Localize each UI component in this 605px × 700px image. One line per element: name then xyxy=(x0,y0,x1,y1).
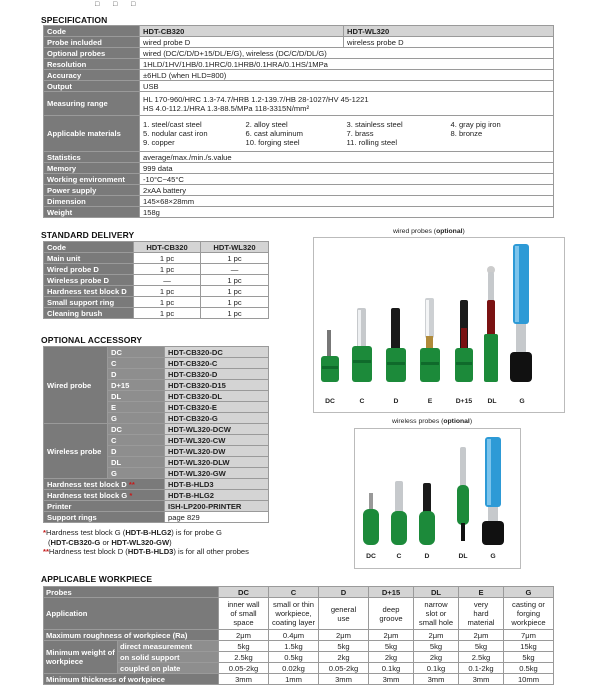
cell-accessory-wired-1-k: C xyxy=(108,358,165,369)
cell-spec-rows-3-label: Resolution xyxy=(44,59,140,70)
cell-workpiece-weight_label: Minimum weight of workpiece xyxy=(44,641,118,674)
cell-accessory-others-1-mark: * xyxy=(129,490,133,500)
wired-caption xyxy=(393,228,465,235)
cell-spec-rows-12-v: 145×68×28mm xyxy=(140,196,554,207)
standard-row xyxy=(44,297,269,308)
cell-workpiece-thickness-0: 3mm xyxy=(219,674,269,685)
cell-accessory-notes-0-p1: Hardness test block G ( xyxy=(45,528,126,537)
cell-workpiece-application_label: Application xyxy=(44,598,219,630)
cell-workpiece-solid-2: 2kg xyxy=(319,652,369,663)
cell-accessory-wireless-3-k: DL xyxy=(108,457,165,468)
cell-workpiece-direct-2: 5kg xyxy=(319,641,369,652)
cell-spec-rows-7-materials-9: 10. forging steel xyxy=(245,138,300,147)
cell-accessory-others-0-mark: ** xyxy=(128,479,135,489)
wired-label: D xyxy=(393,398,399,405)
cell-workpiece-application-4-1: slot or xyxy=(425,609,447,618)
cell-workpiece-plate-5: 0.1-2kg xyxy=(459,663,504,674)
cell-spec-rows-13-v: 158g xyxy=(140,207,554,218)
cell-spec-rows-6-v2: HS 4.0-112.1/HRA 1.3-88.5/MPa 118-3315N/mm² xyxy=(143,103,310,113)
workpiece-title: APPLICABLE WORKPIECE xyxy=(41,574,153,584)
cell-accessory-wired-0-k: DC xyxy=(108,347,165,358)
spec-row-memory xyxy=(44,163,554,174)
standard-row xyxy=(44,264,269,275)
cell-spec-rows-4-v: ±6HLD (when HLD=800) xyxy=(140,70,554,81)
spec-row-range xyxy=(44,92,554,116)
cell-spec-rows-7-materials-8: 9. copper xyxy=(143,138,175,147)
cell-accessory-notes-1-p3: ) xyxy=(169,537,172,547)
wired-probes-image xyxy=(313,237,565,413)
cell-accessory-others-1-label: Hardness test block G xyxy=(47,490,128,500)
standard-title: STANDARD DELIVERY xyxy=(41,230,135,240)
standard-head xyxy=(44,242,269,253)
cell-spec-rows-10-v: -10°C~45°C xyxy=(140,174,554,185)
cell-accessory-notes-0-p2: ) is for probe G xyxy=(171,528,222,537)
cell-accessory-others-0-label: Hardness test block D xyxy=(47,479,127,489)
wireless-row xyxy=(44,424,269,435)
accessory-row xyxy=(44,501,269,512)
workpiece-solid-row xyxy=(44,652,554,663)
workpiece-probes-row xyxy=(44,587,554,598)
cell-accessory-wired-4-k: DL xyxy=(108,391,165,402)
spec-row-dimension xyxy=(44,196,554,207)
cell-accessory-wired-1-v: HDT-CB320-C xyxy=(165,358,269,369)
glyph-1: □ xyxy=(95,1,100,8)
wireless-label: DC xyxy=(366,553,376,560)
cell-workpiece-probes-3: D+15 xyxy=(369,587,414,598)
cell-accessory-wireless-4-k: G xyxy=(108,468,165,479)
cell-images-wired_caption_post: ) xyxy=(462,228,465,235)
cell-standard-head-a: HDT-CB320 xyxy=(134,242,201,253)
cell-accessory-notes-2-mark: ** xyxy=(43,547,49,556)
workpiece-thickness-row xyxy=(44,674,554,685)
cell-images-wired_caption_pre: wired probes ( xyxy=(393,228,437,235)
wired-label: DL xyxy=(487,398,497,405)
cell-spec-rows-7-materials-4: 5. nodular cast iron xyxy=(143,129,208,138)
cell-images-wired_caption_bold: optional xyxy=(436,228,463,235)
workpiece-roughness-row xyxy=(44,630,554,641)
cell-workpiece-direct-5: 5kg xyxy=(459,641,504,652)
cell-accessory-notes-1-b2: HDT-WL320-GW xyxy=(111,537,170,547)
cell-workpiece-solid-0: 2.5kg xyxy=(219,652,269,663)
cell-accessory-notes-1-p2: or xyxy=(100,537,112,547)
cell-spec-rows-13-label: Weight xyxy=(44,207,140,218)
wired-label: C xyxy=(359,398,365,405)
cell-spec-rows-9-label: Memory xyxy=(44,163,140,174)
cell-standard-rows-1-a: 1 pc xyxy=(134,264,201,275)
cell-standard-rows-4-label: Small support ring xyxy=(44,297,134,308)
cell-standard-rows-5-b: 1 pc xyxy=(201,308,269,319)
cell-workpiece-thickness-6: 10mm xyxy=(504,674,554,685)
cell-workpiece-direct-1: 1.5kg xyxy=(269,641,319,652)
cell-standard-rows-2-label: Wireless probe D xyxy=(44,275,134,286)
wireless-label: DL xyxy=(458,553,468,560)
cell-workpiece-application-5-0: very xyxy=(473,600,489,609)
cell-accessory-notes-2-p2: ) is for all other probes xyxy=(173,547,249,556)
cell-workpiece-thickness_label: Minimum thickness of workpiece xyxy=(44,674,219,685)
cell-workpiece-solid-6: 5kg xyxy=(504,652,554,663)
cell-accessory-wired-2-v: HDT-CB320-D xyxy=(165,369,269,380)
cell-spec-rows-1-label: Probe included xyxy=(44,37,140,48)
cell-workpiece-thickness-5: 3mm xyxy=(459,674,504,685)
spec-row-output xyxy=(44,81,554,92)
workpiece-plate-row xyxy=(44,663,554,674)
cell-standard-rows-1-label: Wired probe D xyxy=(44,264,134,275)
wired-label: DC xyxy=(325,398,335,405)
cell-images-wireless_caption_post: ) xyxy=(469,418,473,425)
cell-accessory-others-2-v: ISH-LP200-PRINTER xyxy=(165,501,269,512)
wireless-label: C xyxy=(396,553,402,560)
cell-spec-rows-7-materials-2: 3. stainless steel xyxy=(346,120,403,129)
cell-workpiece-direct_label: direct measurement xyxy=(118,641,219,652)
cell-standard-rows-4-a: 1 pc xyxy=(134,297,201,308)
accessory-notes xyxy=(43,528,249,557)
cell-spec-rows-1-a: wired probe D xyxy=(140,37,344,48)
standard-row xyxy=(44,286,269,297)
cell-workpiece-solid-4: 2kg xyxy=(414,652,459,663)
accessory-row xyxy=(44,490,269,501)
cell-accessory-wired-5-v: HDT-CB320-E xyxy=(165,402,269,413)
spec-table xyxy=(43,25,554,218)
workpiece-table xyxy=(43,586,554,685)
accessory-table xyxy=(43,346,269,523)
cell-workpiece-plate-1: 0.02kg xyxy=(269,663,319,674)
cell-spec-rows-7-materials-3: 4. gray pig iron xyxy=(450,120,501,129)
cell-workpiece-solid-3: 2kg xyxy=(369,652,414,663)
cell-spec-rows-7-materials-10: 11. rolling steel xyxy=(346,138,398,147)
cell-accessory-notes-0-mark: * xyxy=(43,528,46,537)
cell-accessory-wireless-2-v: HDT-WL320-DW xyxy=(165,446,269,457)
cell-accessory-wired-3-v: HDT-CB320-D15 xyxy=(165,380,269,391)
cell-workpiece-roughness_label: Maximum roughness of workpiece (Ra) xyxy=(44,630,219,641)
spec-row-probe xyxy=(44,37,554,48)
cell-accessory-wireless-3-v: HDT-WL320-DLW xyxy=(165,457,269,468)
cell-images-wireless_caption_pre: wireless probes ( xyxy=(392,418,444,425)
cell-accessory-wired-0-v: HDT-CB320-DC xyxy=(165,347,269,358)
cell-standard-rows-5-label: Cleaning brush xyxy=(44,308,134,319)
standard-row xyxy=(44,253,269,264)
wired-probes-illustration xyxy=(314,238,564,414)
wired-label: E xyxy=(427,398,433,405)
wired-label: G xyxy=(519,398,525,405)
cell-workpiece-roughness-0: 2μm xyxy=(219,630,269,641)
wireless-probes-illustration xyxy=(355,429,520,570)
cell-accessory-others-2-label: Printer xyxy=(44,501,165,512)
cell-accessory-notes-1-b1: HDT-CB320-G xyxy=(50,537,101,547)
cell-accessory-wireless-2-k: D xyxy=(108,446,165,457)
cell-workpiece-application-2-0: general xyxy=(330,604,357,614)
cell-accessory-notes-2-b1: HDT-B-HLD3 xyxy=(127,547,174,556)
cell-workpiece-application-5-1: hard xyxy=(473,609,489,618)
cell-spec-rows-7-label: Applicable materials xyxy=(44,116,140,152)
wireless-caption xyxy=(392,418,472,425)
cell-workpiece-roughness-2: 2μm xyxy=(319,630,369,641)
cell-workpiece-plate-3: 0.1kg xyxy=(369,663,414,674)
cell-workpiece-solid-1: 0.5kg xyxy=(269,652,319,663)
cell-standard-rows-3-label: Hardness test block D xyxy=(44,286,134,297)
cell-accessory-wired_label: Wired probe xyxy=(44,347,108,424)
cell-workpiece-thickness-4: 3mm xyxy=(414,674,459,685)
cell-accessory-notes-1-p1: ( xyxy=(48,537,51,547)
cell-spec-rows-0-a: HDT-CB320 xyxy=(140,26,344,37)
spec-row-accuracy xyxy=(44,70,554,81)
cell-spec-rows-11-label: Power supply xyxy=(44,185,140,196)
cell-spec-rows-7-materials-1: 2. alloy steel xyxy=(245,120,288,129)
cell-workpiece-roughness-4: 2μm xyxy=(414,630,459,641)
cell-workpiece-application-0-2: space xyxy=(233,618,254,627)
cell-spec-rows-8-v: average/max./min./s.value xyxy=(140,152,554,163)
cell-workpiece-application-3-1: groove xyxy=(379,613,403,623)
cell-workpiece-probes-2: D xyxy=(319,587,369,598)
cell-workpiece-direct-4: 5kg xyxy=(414,641,459,652)
cell-workpiece-roughness-1: 0.4μm xyxy=(269,630,319,641)
cell-spec-rows-7-materials-0: 1. steel/cast steel xyxy=(143,120,202,129)
cell-workpiece-application-3-0: deep xyxy=(382,604,400,614)
cell-accessory-notes-0-b1: HDT-B-HLG2 xyxy=(125,528,172,537)
cell-accessory-wireless-1-k: C xyxy=(108,435,165,446)
cell-accessory-others-3-v: page 829 xyxy=(165,512,269,523)
cell-spec-rows-12-label: Dimension xyxy=(44,196,140,207)
cell-workpiece-application-5-2: material xyxy=(467,618,495,627)
cell-accessory-notes-2-p1: Hardness test block D ( xyxy=(48,547,128,556)
cell-workpiece-plate-6: 0.5kg xyxy=(504,663,554,674)
cell-workpiece-probes-1: C xyxy=(269,587,319,598)
cell-spec-rows-2-v: wired (DC/C/D/D+15/DL/E/G), wireless (DC/C/D/DL/G) xyxy=(140,48,554,59)
cell-spec-rows-3-v: 1HLD/1HV/1HB/0.1HRC/0.1HRB/0.1HRA/0.1HS/1MPa xyxy=(140,59,554,70)
cell-accessory-wired-6-k: G xyxy=(108,413,165,424)
workpiece-direct-row xyxy=(44,641,554,652)
cell-accessory-wired-4-v: HDT-CB320-DL xyxy=(165,391,269,402)
spec-row-code xyxy=(44,26,554,37)
cell-workpiece-roughness-5: 2μm xyxy=(459,630,504,641)
cell-standard-rows-4-b: 1 pc xyxy=(201,297,269,308)
wireless-label: G xyxy=(490,553,496,560)
cell-workpiece-solid-5: 2.5kg xyxy=(459,652,504,663)
note-3 xyxy=(43,547,249,557)
cell-accessory-wired-5-k: E xyxy=(108,402,165,413)
cell-accessory-wireless-0-v: HDT-WL320-DCW xyxy=(165,424,269,435)
cell-workpiece-probes-6: G xyxy=(504,587,554,598)
cell-workpiece-direct-0: 5kg xyxy=(219,641,269,652)
spec-row-power xyxy=(44,185,554,196)
cell-workpiece-application-1-0: small or thin xyxy=(273,600,314,609)
workpiece-application-row xyxy=(44,598,554,630)
cell-accessory-others-1-v: HDT-B-HLG2 xyxy=(165,490,269,501)
wired-label: D+15 xyxy=(455,398,473,405)
cell-standard-rows-1-b: — xyxy=(201,264,269,275)
cell-standard-rows-2-b: 1 pc xyxy=(201,275,269,286)
spec-row-statistics xyxy=(44,152,554,163)
cell-accessory-wired-2-k: D xyxy=(108,369,165,380)
cell-standard-rows-0-a: 1 pc xyxy=(134,253,201,264)
cell-workpiece-thickness-2: 3mm xyxy=(319,674,369,685)
cell-spec-rows-4-label: Accuracy xyxy=(44,70,140,81)
wired-row xyxy=(44,347,269,358)
cell-accessory-others-3-label: Support rings xyxy=(44,512,165,523)
cell-workpiece-probes-5: E xyxy=(459,587,504,598)
note-2 xyxy=(43,538,249,548)
standard-row xyxy=(44,275,269,286)
wireless-label: D xyxy=(424,553,430,560)
cell-standard-rows-3-b: 1 pc xyxy=(201,286,269,297)
cell-standard-rows-3-a: 1 pc xyxy=(134,286,201,297)
cell-workpiece-thickness-1: 1mm xyxy=(269,674,319,685)
cell-workpiece-probes_label: Probes xyxy=(44,587,219,598)
cell-accessory-wireless-0-k: DC xyxy=(108,424,165,435)
cell-workpiece-plate-4: 0.1kg xyxy=(414,663,459,674)
cell-workpiece-thickness-3: 3mm xyxy=(369,674,414,685)
note-1 xyxy=(43,528,249,538)
cell-workpiece-application-1-1: workpiece, xyxy=(275,609,312,618)
spec-title: SPECIFICATION xyxy=(41,15,108,25)
cell-standard-rows-0-label: Main unit xyxy=(44,253,134,264)
cell-workpiece-application-6-1: forging xyxy=(516,609,541,618)
cell-standard-head-b: HDT-WL320 xyxy=(201,242,269,253)
cell-spec-rows-8-label: Statistics xyxy=(44,152,140,163)
cell-workpiece-plate_label: coupled on plate xyxy=(118,663,219,674)
cell-accessory-wireless-1-v: HDT-WL320-CW xyxy=(165,435,269,446)
wireless-probes-image xyxy=(354,428,521,569)
cell-spec-rows-0-b: HDT-WL320 xyxy=(344,26,554,37)
cell-spec-rows-6-v1: HL 170-960/HRC 1.3-74.7/HRB 1.2-139.7/HB 28-1027/HV 45-1221 xyxy=(143,94,369,104)
cell-accessory-wireless-4-v: HDT-WL320-GW xyxy=(165,468,269,479)
cell-spec-rows-9-v: 999 data xyxy=(140,163,554,174)
standard-table xyxy=(43,241,269,319)
cell-spec-rows-7-materials-6: 7. brass xyxy=(346,129,374,138)
cell-workpiece-application-1-2: coating layer xyxy=(271,618,316,627)
spec-row-materials xyxy=(44,116,554,152)
spec-row-weight xyxy=(44,207,554,218)
spec-row-optional xyxy=(44,48,554,59)
cell-spec-rows-11-v: 2xAA battery xyxy=(140,185,554,196)
cell-spec-rows-5-v: USB xyxy=(140,81,554,92)
cell-workpiece-solid_label: on solid support xyxy=(118,652,219,663)
cell-accessory-wireless_label: Wireless probe xyxy=(44,424,108,479)
standard-row xyxy=(44,308,269,319)
cell-workpiece-application-4-0: narrow xyxy=(424,600,448,609)
cell-workpiece-roughness-6: 7μm xyxy=(504,630,554,641)
cell-spec-rows-1-b: wireless probe D xyxy=(344,37,554,48)
spec-row-environment xyxy=(44,174,554,185)
cell-workpiece-probes-0: DC xyxy=(219,587,269,598)
cell-standard-rows-0-b: 1 pc xyxy=(201,253,269,264)
glyph-3: □ xyxy=(131,1,136,8)
cell-workpiece-application-0-1: of small xyxy=(230,609,257,618)
cell-spec-rows-10-label: Working environment xyxy=(44,174,140,185)
glyph-2: □ xyxy=(113,1,118,8)
cell-workpiece-application-4-2: small hole xyxy=(418,618,454,627)
cell-accessory-others-0-v: HDT-B-HLD3 xyxy=(165,479,269,490)
cell-workpiece-direct-6: 15kg xyxy=(504,641,554,652)
cell-spec-rows-6-label: Measuring range xyxy=(44,92,140,116)
cell-spec-rows-0-label: Code xyxy=(44,26,140,37)
cell-standard-rows-5-a: 1 pc xyxy=(134,308,201,319)
cell-workpiece-application-6-2: workpiece xyxy=(511,618,546,627)
cell-spec-rows-2-label: Optional probes xyxy=(44,48,140,59)
cell-spec-rows-5-label: Output xyxy=(44,81,140,92)
accessory-row xyxy=(44,479,269,490)
cell-spec-rows-7-materials-7: 8. bronze xyxy=(450,129,483,138)
cell-standard-rows-2-a: — xyxy=(134,275,201,286)
cell-workpiece-application-6-0: casting or xyxy=(512,600,545,609)
accessory-row xyxy=(44,512,269,523)
spec-row-resolution xyxy=(44,59,554,70)
accessory-title: OPTIONAL ACCESSORY xyxy=(41,335,143,345)
cell-workpiece-roughness-3: 2μm xyxy=(369,630,414,641)
cell-workpiece-application-0-0: inner wall xyxy=(227,600,260,609)
cell-spec-rows-7-materials-5: 6. cast aluminum xyxy=(245,129,303,138)
cell-accessory-wired-3-k: D+15 xyxy=(108,380,165,391)
cell-images-wireless_caption_bold: optional xyxy=(443,418,470,425)
cell-accessory-wired-6-v: HDT-CB320-G xyxy=(165,413,269,424)
cell-workpiece-direct-3: 5kg xyxy=(369,641,414,652)
cell-workpiece-plate-0: 0.05-2kg xyxy=(219,663,269,674)
cell-workpiece-application-2-1: use xyxy=(337,613,350,623)
cell-standard-head-label: Code xyxy=(44,242,134,253)
cell-workpiece-plate-2: 0.05-2kg xyxy=(319,663,369,674)
cell-workpiece-probes-4: DL xyxy=(414,587,459,598)
